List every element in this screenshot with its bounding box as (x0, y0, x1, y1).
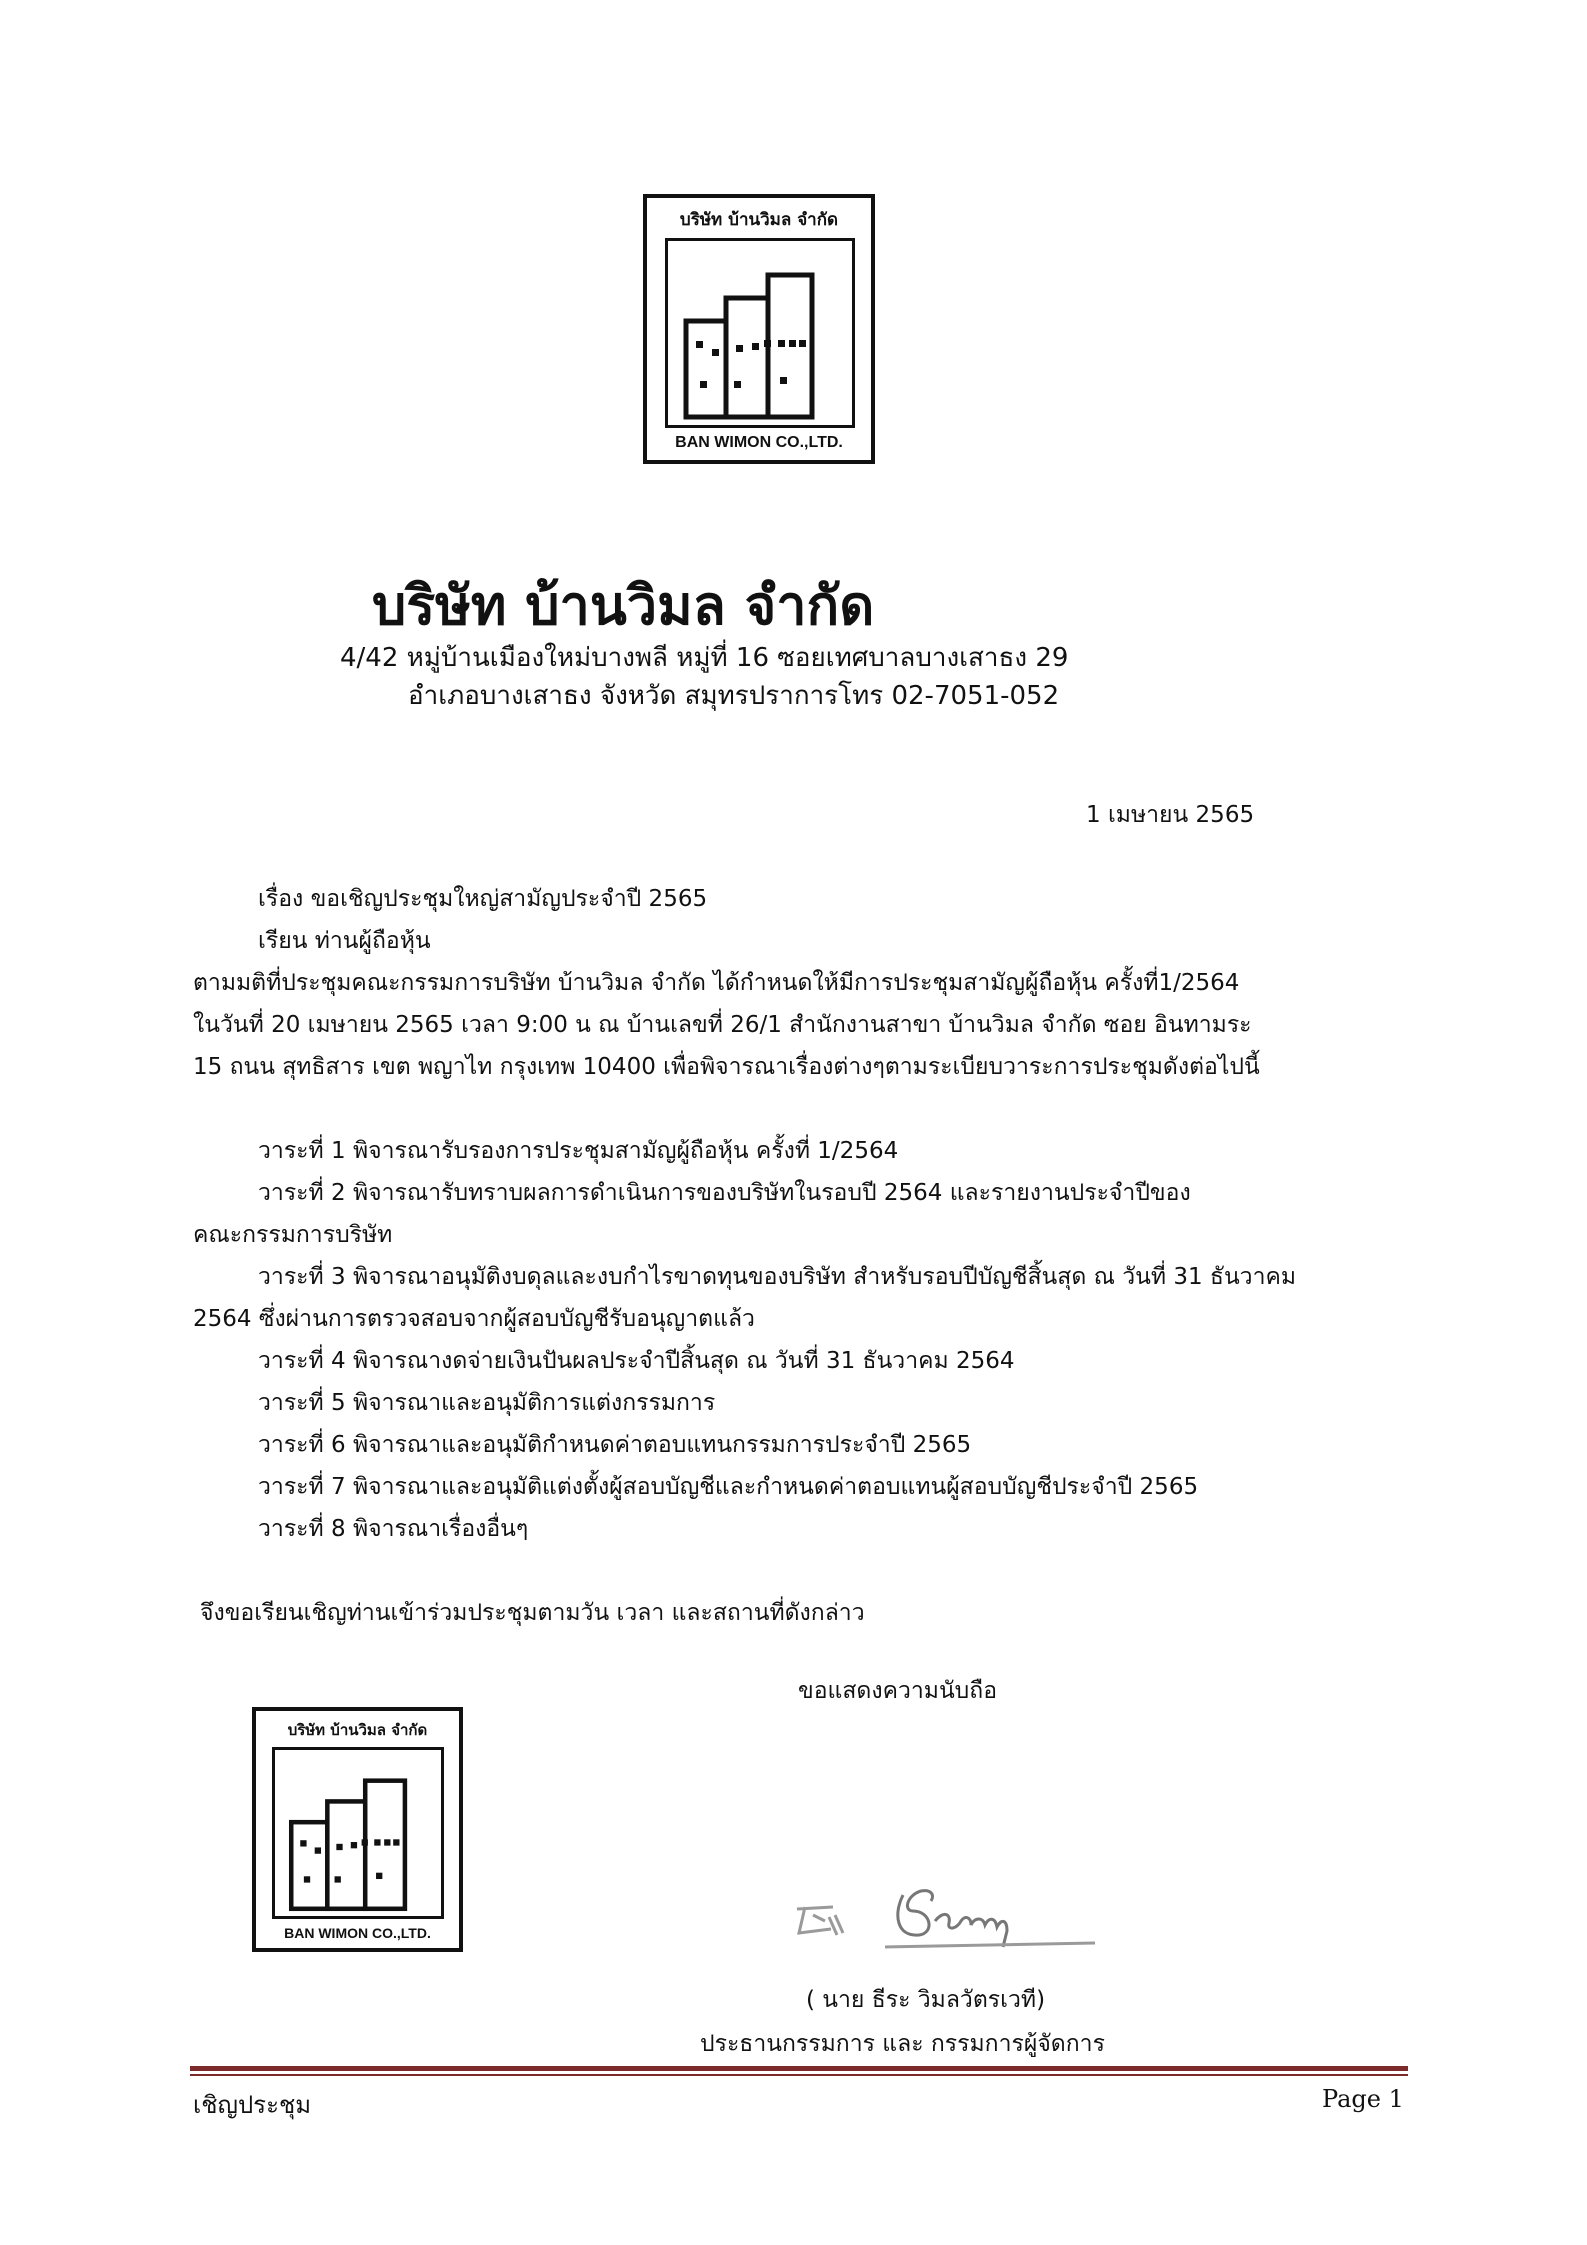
agenda-item: วาระที่ 7 พิจารณาและอนุมัติแต่งตั้งผู้สอบบัญชีและกำหนดค่าตอบแทนผู้สอบบัญชีประจำปี 2565 (258, 1474, 1199, 1500)
company-logo-stamp (252, 1707, 463, 1952)
logo-english-name: BAN WIMON CO.,LTD. (284, 1925, 431, 1941)
logo-english-name: BAN WIMON CO.,LTD. (675, 434, 843, 451)
agenda-item: วาระที่ 2 พิจารณารับทราบผลการดำเนินการของบริษัทในรอบปี 2564 และรายงานประจำปีของ (258, 1180, 1191, 1206)
agenda-item: วาระที่ 4 พิจารณางดจ่ายเงินปันผลประจำปีสิ้นสุด ณ วันที่ 31 ธันวาคม 2564 (258, 1348, 1015, 1374)
logo-thai-name: บริษัท บ้านวิมล จำกัด (287, 1721, 428, 1739)
closing-invitation: จึงขอเรียนเชิญท่านเข้าร่วมประชุมตามวัน เวลา และสถานที่ดังกล่าว (200, 1600, 865, 1626)
agenda-item-continuation: คณะกรรมการบริษัท (193, 1222, 393, 1248)
buildings-icon (275, 1750, 441, 1916)
signatory-name: ( นาย ธีระ วิมลวัตรเวที) (806, 1987, 1046, 2013)
footer-divider-thin (190, 2074, 1408, 2076)
agenda-item: วาระที่ 1 พิจารณารับรองการประชุมสามัญผู้ถือหุ้น ครั้งที่ 1/2564 (258, 1138, 899, 1164)
signature-image (785, 1855, 1115, 1965)
letter-date: 1 เมษายน 2565 (1086, 802, 1255, 828)
company-logo-top (643, 194, 875, 464)
logo-frame (665, 238, 855, 428)
logo-thai-name: บริษัท บ้านวิมล จำกัด (679, 210, 839, 230)
agenda-item: วาระที่ 8 พิจารณาเรื่องอื่นๆ (258, 1516, 529, 1542)
letter-subject: เรื่อง ขอเชิญประชุมใหญ่สามัญประจำปี 2565 (258, 886, 708, 912)
footer-document-label: เชิญประชุม (193, 2091, 312, 2119)
body-line: ในวันที่ 20 เมษายน 2565 เวลา 9:00 น ณ บ้านเลขที่ 26/1 สำนักงานสาขา บ้านวิมล จำกัด ซอย อินทามระ (193, 1012, 1252, 1038)
body-line: 15 ถนน สุทธิสาร เขต พญาไท กรุงเทพ 10400 เพื่อพิจารณาเรื่องต่างๆตามระเบียบวาระการประชุมดังต่อไปนี้ (193, 1054, 1260, 1080)
agenda-item-continuation: 2564 ซึ่งผ่านการตรวจสอบจากผู้สอบบัญชีรับอนุญาตแล้ว (193, 1306, 755, 1332)
letter-recipient: เรียน ท่านผู้ถือหุ้น (258, 928, 431, 954)
agenda-item: วาระที่ 6 พิจารณาและอนุมัติกำหนดค่าตอบแทนกรรมการประจำปี 2565 (258, 1432, 972, 1458)
buildings-icon (668, 241, 852, 425)
footer-divider (190, 2066, 1408, 2071)
closing-regards: ขอแสดงความนับถือ (798, 1678, 998, 1704)
company-name-heading: บริษัท บ้านวิมล จำกัด (372, 574, 875, 637)
signatory-title: ประธานกรรมการ และ กรรมการผู้จัดการ (700, 2031, 1105, 2057)
agenda-item: วาระที่ 5 พิจารณาและอนุมัติการแต่งกรรมการ (258, 1390, 716, 1416)
address-line-2: อำเภอบางเสาธง จังหวัด สมุทรปราการโทร 02-7051-052 (408, 681, 1060, 711)
logo-frame (272, 1747, 444, 1919)
body-line: ตามมติที่ประชุมคณะกรรมการบริษัท บ้านวิมล จำกัด ได้กำหนดให้มีการประชุมสามัญผู้ถือหุ้น ครั้งที่1/2564 (193, 970, 1240, 996)
footer-page-number: Page 1 (1322, 2085, 1404, 2113)
agenda-item: วาระที่ 3 พิจารณาอนุมัติงบดุลและงบกำไรขาดทุนของบริษัท สำหรับรอบปีบัญชีสิ้นสุด ณ วันที่ 31 ธันวาคม (258, 1264, 1297, 1290)
address-line-1: 4/42 หมู่บ้านเมืองใหม่บางพลี หมู่ที่ 16 ซอยเทศบาลบางเสาธง 29 (340, 643, 1069, 673)
